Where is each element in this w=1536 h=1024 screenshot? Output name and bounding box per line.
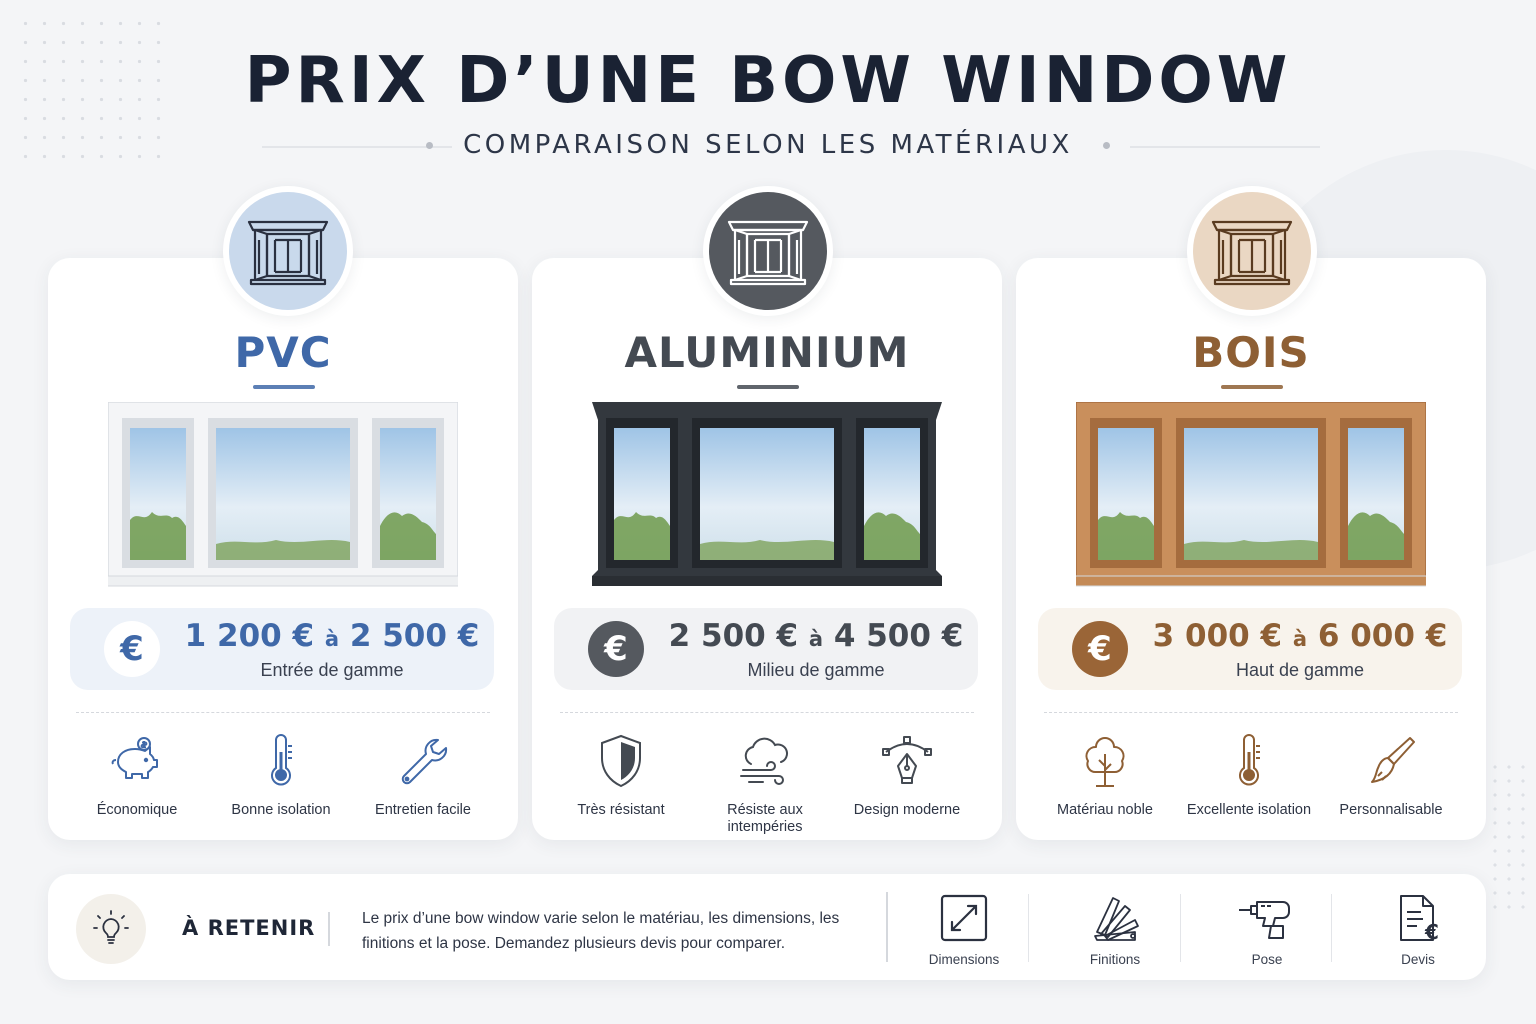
material-badge xyxy=(1187,186,1317,316)
material-underline xyxy=(253,385,315,389)
feature-label: Matériau noble xyxy=(1057,802,1153,818)
price-tier: Haut de gamme xyxy=(1235,660,1365,680)
price-box xyxy=(70,608,494,690)
feature-item xyxy=(206,728,356,819)
material-name: PVC xyxy=(234,328,332,377)
dashed-divider xyxy=(560,712,974,713)
subtitle-bullet xyxy=(1103,142,1110,149)
price-tier: Entrée de gamme xyxy=(260,660,404,680)
window-illustration xyxy=(1076,402,1426,592)
material-underline xyxy=(1221,385,1283,389)
feature-label: Entretien facile xyxy=(375,802,471,818)
feature-label: Personnalisable xyxy=(1339,802,1443,818)
feature-item xyxy=(832,728,982,819)
tool-finitions xyxy=(1055,890,1175,967)
feature-label: Très résistant xyxy=(577,802,665,818)
color-swatches-icon xyxy=(1055,890,1175,946)
divider xyxy=(1180,894,1181,962)
price-box xyxy=(1038,608,1462,690)
price-range: 2 500 € à 4 500 € xyxy=(668,618,964,654)
tree-icon xyxy=(1030,728,1180,794)
subtitle-text: COMPARAISON SELON LES MATÉRIAUX xyxy=(463,130,1073,160)
tool-devis xyxy=(1358,890,1478,967)
decorative-dots-right xyxy=(1488,760,1528,910)
window-illustration xyxy=(592,402,942,592)
feature-item xyxy=(1316,728,1466,819)
tool-pose xyxy=(1207,890,1327,967)
feature-item xyxy=(690,728,840,836)
feature-item xyxy=(1174,728,1324,819)
material-card-aluminium xyxy=(532,258,1002,840)
tool-label: Finitions xyxy=(1089,952,1141,967)
divider xyxy=(328,912,330,946)
page-title: PRIX D’UNE BOW WINDOW xyxy=(244,44,1292,118)
feature-label: Design moderne xyxy=(853,802,961,818)
price-range: 1 200 € à 2 500 € xyxy=(184,618,480,654)
drill-icon xyxy=(1207,890,1327,946)
lightbulb-icon xyxy=(76,894,146,964)
euro-icon: € xyxy=(1072,621,1128,677)
cloud-wind-icon xyxy=(690,728,840,794)
feature-label: Excellente isolation xyxy=(1186,802,1312,818)
resize-icon xyxy=(904,890,1024,946)
tool-label: Devis xyxy=(1401,952,1435,967)
material-card-bois xyxy=(1016,258,1486,840)
dashed-divider xyxy=(76,712,490,713)
price-box xyxy=(554,608,978,690)
tool-label: Dimensions xyxy=(928,952,1000,967)
feature-label: Économique xyxy=(96,802,178,818)
key-takeaway-text: Le prix d’une bow window varie selon le matériau, les dimensions, les finitions et la pose. Demandez plusieurs devis pour comparer. xyxy=(362,910,840,952)
key-takeaway-heading: À RETENIR xyxy=(182,916,316,940)
feature-item xyxy=(62,728,212,819)
quote-document-icon xyxy=(1358,890,1478,946)
piggy-bank-icon xyxy=(62,728,212,794)
price-range: 3 000 € à 6 000 € xyxy=(1152,618,1448,654)
feature-item xyxy=(1030,728,1180,819)
feature-item xyxy=(546,728,696,819)
subtitle xyxy=(0,130,1536,160)
euro-icon: € xyxy=(104,621,160,677)
tool-label: Pose xyxy=(1251,952,1283,967)
dashed-divider xyxy=(1044,712,1458,713)
feature-label: Résiste aux intempéries xyxy=(727,802,803,835)
svg-text:€: € xyxy=(1425,920,1439,944)
tool-dimensions xyxy=(904,890,1024,967)
divider xyxy=(1028,894,1029,962)
feature-item xyxy=(348,728,498,819)
divider xyxy=(886,892,888,962)
window-illustration xyxy=(108,402,458,592)
pen-tool-icon xyxy=(832,728,982,794)
bow-window-icon xyxy=(709,192,827,310)
material-underline xyxy=(737,385,799,389)
material-badge xyxy=(703,186,833,316)
price-tier: Milieu de gamme xyxy=(747,660,885,680)
material-name: ALUMINIUM xyxy=(624,328,910,377)
bow-window-icon xyxy=(229,192,347,310)
bow-window-icon xyxy=(1193,192,1311,310)
subtitle-bullet xyxy=(426,142,433,149)
key-takeaway-banner xyxy=(48,874,1486,980)
thermometer-icon xyxy=(206,728,356,794)
thermometer-icon xyxy=(1174,728,1324,794)
material-card-pvc xyxy=(48,258,518,840)
wrench-icon xyxy=(348,728,498,794)
feature-label: Bonne isolation xyxy=(231,802,331,818)
material-badge xyxy=(223,186,353,316)
divider xyxy=(1331,894,1332,962)
shield-icon xyxy=(546,728,696,794)
material-name: BOIS xyxy=(1192,328,1310,377)
euro-icon: € xyxy=(588,621,644,677)
paintbrush-icon xyxy=(1316,728,1466,794)
